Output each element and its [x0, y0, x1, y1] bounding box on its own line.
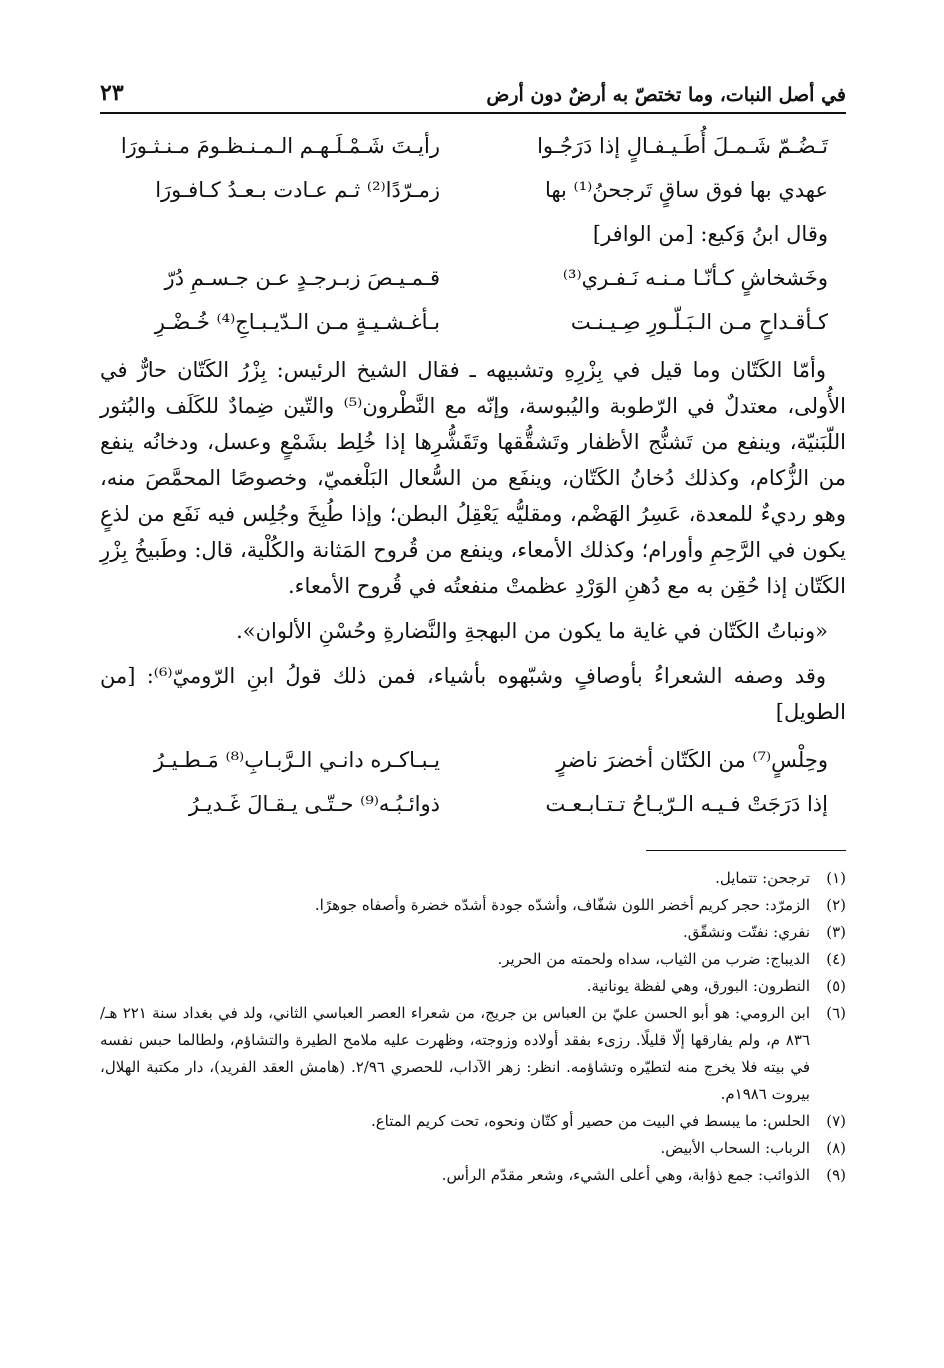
verse-hemistich-first: تَـضُـمّ شَـمـلَ أُطَـيـفـالٍ إذا دَرَجُـوا: [537, 134, 828, 158]
body-paragraph: وقد وصفه الشعراءُ بأوصافٍ وشبّهوه بأشياء، فمن ذلك قولُ ابنِ الرّوميّ⁽⁶⁾: [من الطويل]: [100, 664, 846, 724]
footnote: [100, 1135, 846, 1162]
footnote-number: (٣): [826, 923, 846, 941]
footnote-text: ابن الرومي: هو أبو الحسن عليّ بن العباس بن جريج، من شعراء العصر العباسي الثاني، ولد في بغداد سنة ٢٢١ هـ/ ٨٣٦ م، ولم يفارقها إلّا قليلًا. رزىء بفقد أولاده وزوجته، وظهرت عليه ملامح الطيرة والتشاؤم، ولطالما حبس نفسه في بيته فلا يخرج منه لتطيّره وتشاؤمه. انظر: زهر الآداب، للحصري ٢/٩٦. (هامش العقد الفريد)، دار مكتبة الهلال، بيروت ١٩٨٦م.: [100, 1004, 810, 1103]
verse-line: [100, 300, 846, 344]
body-paragraph: وأمّا الكَتّان وما قيل في بِزْرِهِ وتشبيهه ـ فقال الشيخ الرئيس: بِزْرُ الكَتّان حارٌّ في الأُولى، معتدلٌ في الرّطوبة واليُبوسة، وإنّه مع النَّطْرون⁽⁵⁾ والتّين ضِمادٌ للكَلَف والبُثور اللّبَنيّة، وينفع من تَشنُّج الأظفار وتَشقُّقها وتَقَشُّرِها إذا خُلِط بشَمْعٍ وعسل، ودخانُه ينفع من الزُّكام، وكذلك دُخانُ الكَتّان، وينفَع من السُّعال البَلْغميّ، وخصوصًا المحمَّصَ منه، وهو رديءٌ للمعدة، عَسِرُ الهَضْم، ومقليُّه يَعْقِلُ البطن؛ وإذا طُبِخَ وجُلِس فيه نَفَع من لذعٍ يكون في الرَّحِمِ وأورام؛ وكذلك الأمعاء، وينفع من قُروح المَثانة والكُلْية، قال: وطَبيخُ بِزْرِ الكَتّان إذا حُقِن به مع دُهنِ الوَرْدِ عظمتْ منفعتُه في قُروح الأمعاء.: [100, 358, 846, 598]
header-title: في أصل النبات، وما تختصّ به أرضٌ دون أرض: [486, 84, 846, 106]
verse-line: [100, 782, 846, 826]
footnote-text: نفري: نفتّت ونشقّق.: [682, 923, 810, 941]
footnote-number: (٨): [826, 1139, 846, 1157]
verse-line: [100, 256, 846, 300]
verse-line: [100, 738, 846, 782]
footnote-text: الزمرّد: حجر كريم أخضر اللون شفّاف، وأشدّه جودة أشدّه خضرة وأصفاه جوهرًا.: [314, 896, 810, 914]
footnote-number: (٤): [826, 950, 846, 968]
footnote-text: النطرون: البورق، وهي لفظة يونانية.: [586, 977, 810, 995]
footnote: [100, 946, 846, 973]
footnote-number: (٥): [826, 977, 846, 995]
footnote-text: ترجحن: تتمايل.: [715, 869, 810, 887]
verse-hemistich-first: عهدي بها فوق ساقٍ تَرجحنُ⁽¹⁾ بها: [544, 178, 828, 202]
verse-hemistich-second: يـبـاكـره دانـي الـرَّبـابِ⁽⁸⁾ مَـطـيـرُ: [153, 748, 440, 772]
footnote: [100, 865, 846, 892]
footnote: [100, 1162, 846, 1189]
footnote-divider: [646, 850, 846, 851]
footnote-text: الرباب: السحاب الأبيض.: [660, 1139, 810, 1157]
verse-hemistich-second: زمـرّدًا⁽²⁾ ثـم عـادت بـعـدُ كـافـورَا: [155, 178, 440, 202]
footnote-number: (٧): [826, 1112, 846, 1130]
verse-hemistich-first: وحِلْسٍ⁽⁷⁾ من الكَتّان أخضرَ ناضرٍ: [556, 748, 828, 772]
footnotes: [100, 865, 846, 1189]
footnote-text: الحلس: ما يبسط في البيت من حصير أو كتّان ونحوه، تحت كريم المتاع.: [370, 1112, 810, 1130]
page-number: ٢٣: [100, 80, 124, 106]
footnote-text: الديباج: ضرب من الثياب، سداه ولحمته من الحرير.: [497, 950, 810, 968]
quoted-line: «ونباتُ الكَتّان في غاية ما يكون من البهجةِ والنَّضارةِ وحُسْنِ الألوان».: [236, 619, 828, 643]
verse-hemistich-second: ذوائـبُـه⁽⁹⁾ حـتّـى يـقـالَ غَـديـرُ: [188, 792, 440, 816]
footnote: [100, 892, 846, 919]
footnote-number: (٢): [826, 896, 846, 914]
footnote-number: (١): [826, 869, 846, 887]
verse-hemistich-second: رأيـتَ شَـمْـلَـهـم الـمـنـظـومَ مـنـثـورَا: [120, 134, 440, 158]
footnote: [100, 973, 846, 1000]
footnote-number: (٩): [826, 1166, 846, 1184]
verse-hemistich-second: قـمـيـصَ زبـرجـدٍ عـن جـسـمِ دُرّ: [164, 266, 440, 290]
poem-introduction: وقال ابنُ وَكيع: [من الوافر]: [592, 222, 828, 246]
verse-hemistich-first: وخَشخاشٍ كـأنّـا مـنـه نَـفـري⁽³⁾: [562, 266, 828, 290]
verse-line: [100, 124, 846, 168]
running-header: [100, 80, 846, 114]
book-page: [100, 80, 846, 1189]
footnote: [100, 1108, 846, 1135]
verse-hemistich-first: إذا دَرَجَتْ فـيـه الـرّيـاحُ تـتـابـعـت: [545, 792, 828, 816]
verse-hemistich-second: بـأغـشـيـةٍ مـن الـدّيـبـاجِ⁽⁴⁾ خُـضْـرِ: [154, 310, 440, 334]
footnote: [100, 919, 846, 946]
footnote: [100, 1000, 846, 1108]
verse-line: [100, 168, 846, 212]
footnote-number: (٦): [826, 1004, 846, 1022]
footnote-text: الذوائب: جمع ذؤابة، وهي أعلى الشيء، وشعر مقدّم الرأس.: [441, 1166, 810, 1184]
verse-hemistich-first: كـأقـداحٍ مـن الـبَـلّـورِ صِـيـنـت: [570, 310, 828, 334]
